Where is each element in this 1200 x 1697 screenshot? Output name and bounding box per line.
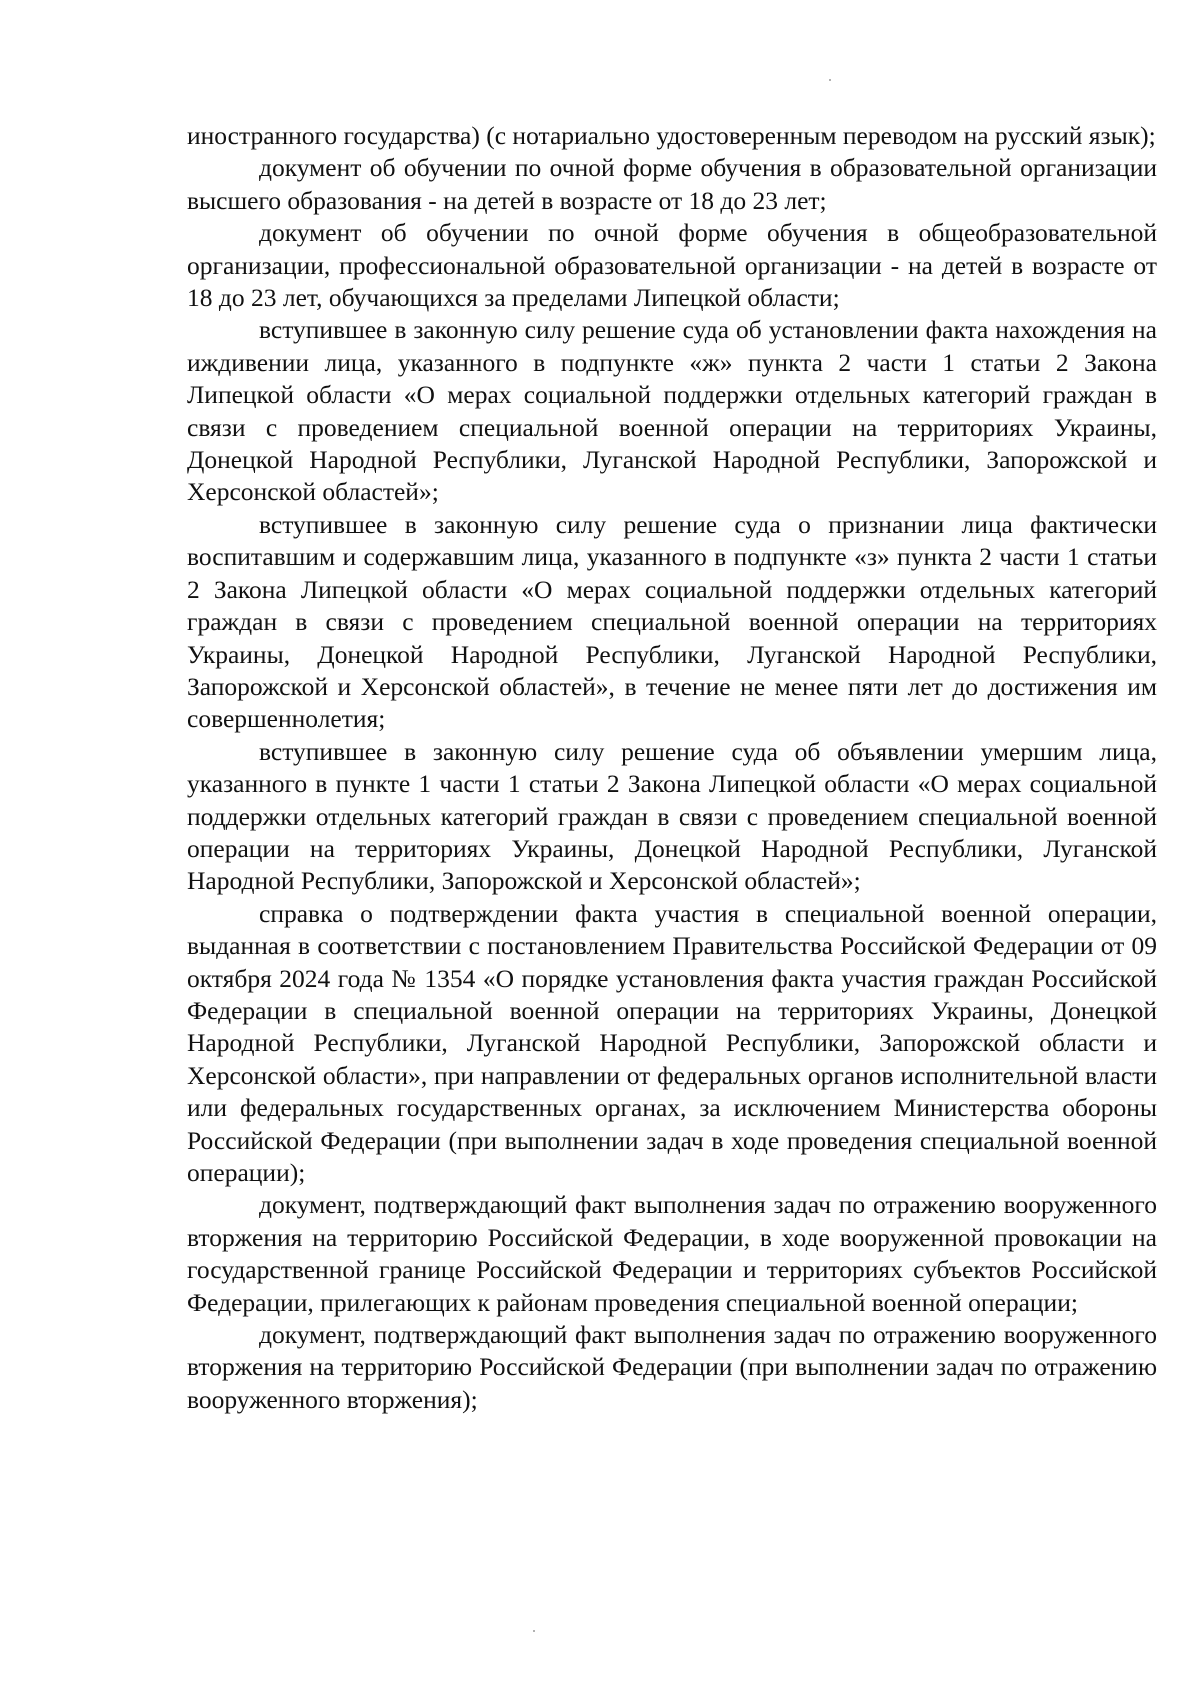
- paragraph-participation-certificate: справка о подтверждении факта участия в специальной военной операции, выданная в соответствии с постановлением Правительства Российской Федерации от 09 октября 2024 года № 1354 «О порядке установления факта участия граждан Российской Федерации в специальной военной операции на территориях Украины, Донецкой Народной Республики, Луганской Народной Республики, Запорожской области и Херсонской области», при направлении от федеральных органов исполнительной власти или федеральных государственных органах, за исключением Министерства обороны Российской Федерации (при выполнении задач в ходе проведения специальной военной операции);: [187, 898, 1157, 1187]
- paragraph-higher-education-document: документ об обучении по очной форме обучения в образовательной организации высшего образования - на детей в возрасте от 18 до 23 лет;: [187, 153, 1157, 215]
- paragraph-dependency-court-decision: вступившее в законную силу решение суда об установлении факта нахождения на иждивении лица, указанного в подпункте «ж» пункта 2 части 1 статьи 2 Закона Липецкой области «О мерах социальной поддержки отдельных категорий граждан в связи с проведением специальной военной операции на территориях Украины, Донецкой Народной Республики, Луганской Народной Республики, Запорожской и Херсонской областей»;: [187, 315, 1157, 507]
- paragraph-upbringing-court-decision: вступившее в законную силу решение суда о признании лица фактически воспитавшим и содержавшим лица, указанного в подпункте «з» пункта 2 части 1 статьи 2 Закона Липецкой области «О мерах социальной поддержки отдельных категорий граждан в связи с проведением специальной военной операции на территориях Украины, Донецкой Народной Республики, Луганской Народной Республики, Запорожской и Херсонской областей», в течение не менее пяти лет до достижения им совершеннолетия;: [187, 509, 1157, 734]
- document-body: [187, 120, 1157, 1416]
- scan-speck: [533, 1630, 535, 1632]
- paragraph-continuation: иностранного государства) (с нотариально удостоверенным переводом на русский язык);: [187, 121, 1156, 150]
- paragraph-armed-invasion-provocation-document: документ, подтверждающий факт выполнения задач по отражению вооруженного вторжения на территорию Российской Федерации, в ходе вооруженной провокации на государственной границе Российской Федерации и территориях субъектов Российской Федерации, прилегающих к районам проведения специальной военной операции;: [187, 1190, 1157, 1317]
- paragraph-armed-invasion-document: документ, подтверждающий факт выполнения задач по отражению вооруженного вторжения на территорию Российской Федерации (при выполнении задач по отражению вооруженного вторжения);: [187, 1320, 1157, 1414]
- paragraph-declared-deceased-court-decision: вступившее в законную силу решение суда об объявлении умершим лица, указанного в пункте 1 части 1 статьи 2 Закона Липецкой области «О мерах социальной поддержки отдельных категорий граждан в связи с проведением специальной военной операции на территориях Украины, Донецкой Народной Республики, Луганской Народной Республики, Запорожской и Херсонской областей»;: [187, 736, 1157, 896]
- paragraph-general-education-document: документ об обучении по очной форме обучения в общеобразовательной организации, профессиональной образовательной организации - на детей в возрасте от 18 до 23 лет, обучающихся за пределами Липецкой области;: [187, 218, 1157, 313]
- scan-speck: [829, 79, 831, 81]
